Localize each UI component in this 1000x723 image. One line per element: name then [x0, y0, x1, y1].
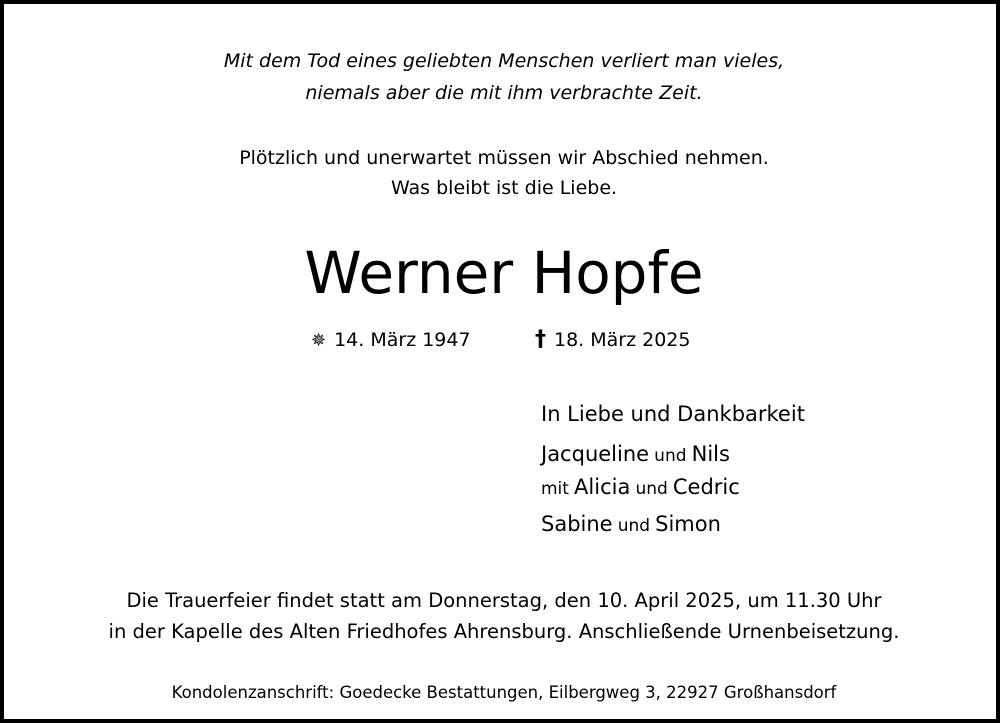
- deceased-name: Werner Hopfe: [304, 239, 704, 307]
- death-cross-icon: †: [535, 327, 546, 352]
- quote-line-1: Mit dem Tod eines geliebten Menschen verliert man vieles,: [223, 50, 785, 72]
- death-date: 18. März 2025: [554, 329, 691, 351]
- death-date-block: [535, 326, 690, 354]
- mourner-name: Nils: [691, 442, 730, 466]
- service-line-1: Die Trauerfeier findet statt am Donnerstag, den 10. April 2025, um 11.30 Uhr: [126, 589, 882, 612]
- mourner-name: Sabine: [541, 512, 613, 536]
- mourner-prefix: mit: [541, 479, 569, 499]
- mourner-connector: und: [617, 516, 651, 536]
- mourner-name: Simon: [655, 512, 721, 536]
- mourners-row-1: [541, 438, 730, 472]
- quote-line-2: niemals aber die mit ihm verbrachte Zeit.: [305, 82, 703, 104]
- mourner-connector: und: [635, 479, 668, 499]
- mourner-name: Cedric: [672, 475, 740, 499]
- mourners-row-3: [541, 508, 721, 542]
- intro-line-2: Was bleibt ist die Liebe.: [390, 177, 618, 199]
- birth-star-icon: ✵: [311, 330, 327, 351]
- mourner-name: Alicia: [574, 475, 631, 499]
- mourner-connector: und: [654, 446, 687, 466]
- mourners-heading: In Liebe und Dankbarkeit: [541, 402, 805, 426]
- service-line-2: in der Kapelle des Alten Friedhofes Ahrensburg. Anschließende Urnenbeisetzung.: [108, 620, 900, 643]
- mourner-name: Jacqueline: [541, 442, 650, 466]
- mourners-row-2: [541, 471, 740, 505]
- birth-date-block: [311, 326, 471, 355]
- condolence-address: Kondolenzanschrift: Goedecke Bestattungen, Eilbergweg 3, 22927 Großhansdorf: [171, 683, 837, 702]
- intro-line-1: Plötzlich und unerwartet müssen wir Abschied nehmen.: [239, 147, 769, 169]
- birth-date: 14. März 1947: [334, 329, 471, 351]
